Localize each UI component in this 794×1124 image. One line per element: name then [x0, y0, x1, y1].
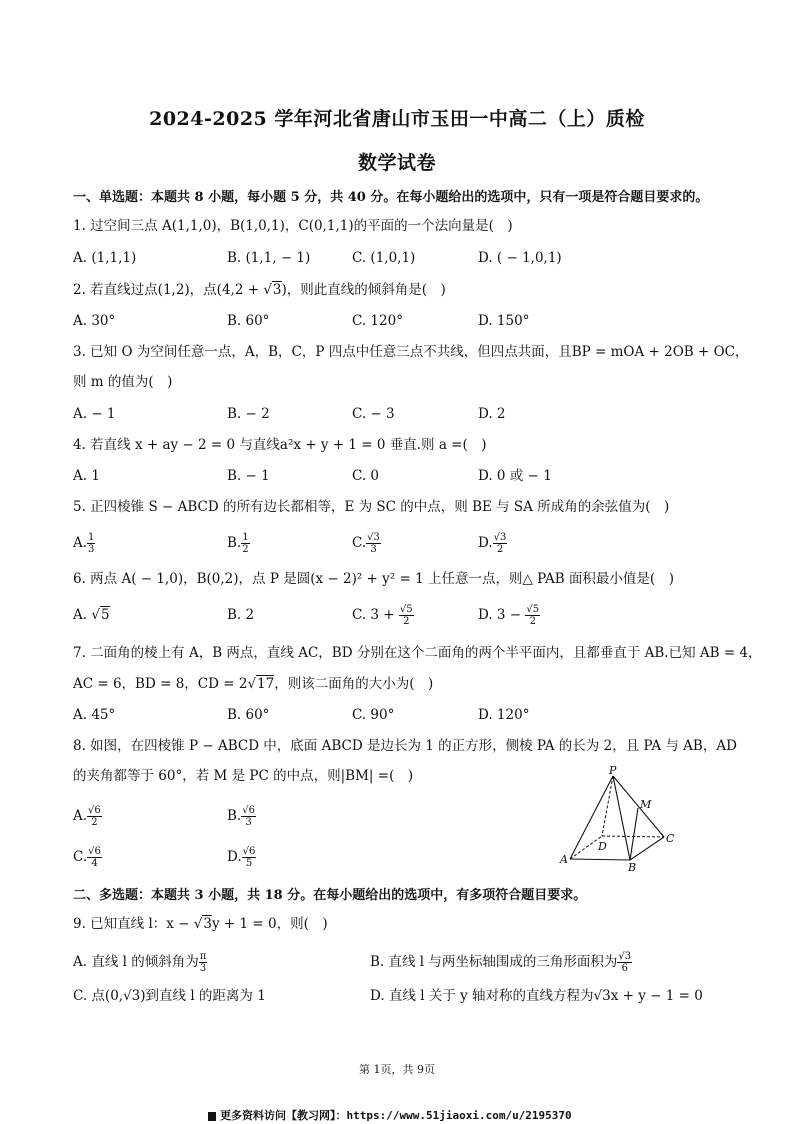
q6-option-a: A. √5	[73, 607, 110, 623]
q3-option-d: D. 2	[478, 406, 506, 422]
flag-icon	[208, 1112, 216, 1121]
q9-option-c: C. 点(0,√3)到直线 l 的距离为 1	[73, 988, 266, 1004]
q9-b-den: 6	[621, 963, 628, 974]
q5-option-c-letter: C.	[352, 535, 367, 551]
q2-option-c: C. 120°	[352, 313, 403, 329]
q5-c-num: √3	[367, 532, 380, 543]
q8-c-num: √6	[88, 846, 101, 857]
q5-option-a-fraction	[87, 532, 95, 555]
q1-option-b: B. (1,1, − 1)	[227, 250, 311, 266]
q9-option-b	[370, 951, 632, 974]
question-5-stem: 5. 正四棱锥 S − ABCD 的所有边长都相等，E 为 SC 的中点，则 BE 与 SA 所成角的余弦值为( )	[73, 499, 670, 515]
q4-option-d: D. 0 或 − 1	[478, 468, 552, 484]
q5-option-a	[73, 532, 95, 555]
page-footer: 第 1页，共 9页	[359, 1063, 435, 1076]
section-multiple-choice: 二、多选题：本题共 3 小题，共 18 分。在每小题给出的选项中，有多项符合题目要求。	[73, 888, 587, 903]
q5-option-b	[227, 532, 250, 555]
question-1-stem: 1. 过空间三点 A(1,1,0)，B(1,0,1)，C(0,1,1)的平面的一个法向量是( )	[73, 218, 513, 234]
label-M: M	[640, 798, 652, 811]
exam-title: 2024-2025 学年河北省唐山市玉田一中高二（上）质检	[149, 108, 645, 130]
q4-option-b: B. − 1	[227, 468, 270, 484]
question-2-stem: 2. 若直线过点(1,2)，点(4,2 + √3)，则此直线的倾斜角是( )	[73, 282, 446, 298]
q8-d-num: √6	[242, 846, 256, 857]
label-P: P	[609, 764, 617, 777]
q5-d-num: √3	[493, 532, 507, 543]
q2-stem-radicand: 3	[272, 282, 282, 298]
question-8-stem-line2: 的夹角都等于 60°，若 M 是 PC 的中点，则|BM| =( )	[73, 768, 414, 784]
q7-stem2-radicand: 17	[257, 676, 275, 692]
promo-link-text[interactable]: 更多资料访问【教习网】：https://www.51jiaoxi.com/u/2195370	[220, 1109, 572, 1122]
q7-option-a: A. 45°	[73, 707, 116, 723]
q1-option-d: D. ( − 1,0,1)	[478, 250, 562, 266]
q2-stem-pre: 2. 若直线过点(1,2)，点(4,2 +	[73, 282, 264, 298]
q9-option-b-fraction	[617, 951, 632, 974]
question-4-stem: 4. 若直线 x + ay − 2 = 0 与直线a²x + y + 1 = 0 垂直.则 a =( )	[73, 437, 487, 453]
q9-option-a-fraction	[199, 951, 208, 974]
q7-option-d: D. 120°	[478, 707, 530, 723]
q9-b-num: √3	[618, 951, 632, 962]
q8-option-a	[73, 805, 102, 828]
q6-a-radicand: 5	[100, 607, 110, 623]
q2-option-b: B. 60°	[227, 313, 270, 329]
label-C: C	[666, 832, 675, 845]
q8-b-num: √6	[242, 805, 255, 816]
edge-AB	[570, 859, 630, 860]
q5-option-c-fraction	[366, 532, 381, 555]
q8-b-den: 3	[245, 817, 252, 828]
q9-option-a	[73, 951, 207, 974]
question-8-stem-line1: 8. 如图，在四棱锥 P − ABCD 中，底面 ABCD 是边长为 1 的正方形，侧棱 PA 的长为 2，且 PA 与 AB，AD	[73, 738, 737, 754]
edge-PB	[613, 776, 630, 860]
q6-option-b: B. 2	[227, 607, 255, 623]
q8-d-den: 5	[245, 858, 253, 869]
q6-d-num: √5	[526, 604, 540, 615]
q5-b-den: 2	[242, 544, 249, 555]
q8-option-d-fraction	[242, 846, 257, 869]
q8-a-num: √6	[88, 805, 101, 816]
q3-option-b: B. − 2	[227, 406, 270, 422]
q9-option-d: D. 直线 l 关于 y 轴对称的直线方程为√3x + y − 1 = 0	[370, 988, 703, 1004]
question-3-stem-line1: 3. 已知 O 为空间任意一点，A，B，C，P 四点中任意三点不共线，但四点共面，且BP = mOA + 2OB + OC，	[73, 344, 749, 360]
q5-d-den: 2	[496, 544, 504, 555]
q4-option-c: C. 0	[352, 468, 380, 484]
label-D: D	[598, 840, 607, 853]
q7-option-b: B. 60°	[227, 707, 270, 723]
q8-c-den: 4	[91, 858, 98, 869]
q5-option-a-letter: A.	[73, 535, 88, 551]
q7-option-c: C. 90°	[352, 707, 395, 723]
q6-option-c-text: C. 3 +	[352, 607, 399, 623]
edge-PD	[602, 776, 613, 836]
q5-b-num: 1	[242, 532, 249, 543]
q5-a-den: 3	[88, 544, 95, 555]
q5-option-b-letter: B.	[227, 535, 242, 551]
q8-a-den: 2	[91, 817, 98, 828]
q6-option-c-fraction	[399, 604, 414, 627]
question-7-stem-line2: AC = 6，BD = 8，CD = 2√17，则该二面角的大小为( )	[73, 676, 434, 692]
q9-a-num: π	[199, 951, 207, 962]
q5-option-d-fraction	[493, 532, 508, 555]
q2-option-d: D. 150°	[478, 313, 530, 329]
q1-option-a: A. (1,1,1)	[73, 250, 137, 266]
q8-option-d	[227, 846, 256, 869]
edge-PC	[613, 776, 664, 837]
q8-option-a-letter: A.	[73, 808, 88, 824]
q5-option-d-letter: D.	[478, 535, 493, 551]
q8-option-b	[227, 805, 256, 828]
q9-option-b-text: B. 直线 l 与两坐标轴围成的三角形面积为	[370, 954, 618, 970]
q6-option-a-letter: A.	[73, 607, 92, 623]
q2-option-a: A. 30°	[73, 313, 116, 329]
pyramid-solid-edges	[570, 776, 664, 860]
q6-c-den: 2	[403, 616, 410, 627]
label-A: A	[560, 853, 568, 866]
label-B: B	[628, 861, 637, 872]
q4-option-a: A. 1	[73, 468, 100, 484]
q8-option-b-fraction	[241, 805, 256, 828]
section-single-choice: 一、单选题：本题共 8 小题，每小题 5 分，共 40 分。在每小题给出的选项中，只有一项是符合题目要求的。	[73, 190, 709, 205]
edge-DC	[602, 836, 664, 837]
q6-option-d	[478, 604, 540, 627]
segment-BM	[630, 808, 638, 860]
q3-option-c: C. − 3	[352, 406, 395, 422]
q9-stem-pre: 9. 已知直线 l：x −	[73, 916, 194, 932]
q9-option-a-text: A. 直线 l 的倾斜角为	[73, 954, 199, 970]
question-7-stem-line1: 7. 二面角的棱上有 A，B 两点，直线 AC，BD 分别在这个二面角的两个半平面内，且都垂直于 AB.已知 AB = 4，	[73, 645, 762, 661]
q6-d-den: 2	[529, 616, 536, 627]
q5-option-d	[478, 532, 507, 555]
q6-option-c	[352, 604, 414, 627]
q6-option-d-text: D. 3 −	[478, 607, 526, 623]
q5-c-den: 3	[370, 544, 377, 555]
q8-option-a-fraction	[87, 805, 102, 828]
q5-option-c	[352, 532, 381, 555]
q5-option-b-fraction	[241, 532, 249, 555]
q8-option-c	[73, 846, 102, 869]
q6-c-num: √5	[399, 604, 413, 615]
q8-option-d-letter: D.	[227, 849, 242, 865]
q9-a-den: 3	[199, 963, 207, 974]
edge-BC	[630, 837, 664, 860]
question-3-stem-line2: 则 m 的值为( )	[73, 374, 173, 390]
q7-stem2-post: ，则该二面角的大小为( )	[274, 676, 434, 692]
q8-option-b-letter: B.	[227, 808, 242, 824]
q2-stem-post: )，则此直线的倾斜角是( )	[281, 282, 446, 298]
promo-banner[interactable]	[208, 1107, 572, 1123]
question-9-stem: 9. 已知直线 l：x − √3y + 1 = 0，则( )	[73, 916, 328, 932]
exam-subtitle: 数学试卷	[357, 152, 436, 174]
pyramid-figure	[558, 764, 678, 872]
question-6-stem: 6. 两点 A( − 1,0)，B(0,2)，点 P 是圆(x − 2)² + y² = 1 上任意一点，则△ PAB 面积最小值是( )	[73, 571, 674, 587]
q9-stem-post: y + 1 = 0，则( )	[212, 916, 328, 932]
q8-option-c-fraction	[87, 846, 102, 869]
q6-option-d-fraction	[525, 604, 540, 627]
q8-option-c-letter: C.	[73, 849, 88, 865]
q9-stem-radicand: 3	[203, 916, 212, 932]
q5-a-num: 1	[88, 532, 95, 543]
q3-option-a: A. − 1	[73, 406, 116, 422]
q7-stem2-pre: AC = 6，BD = 8，CD = 2	[73, 676, 248, 692]
q1-option-c: C. (1,0,1)	[352, 250, 416, 266]
